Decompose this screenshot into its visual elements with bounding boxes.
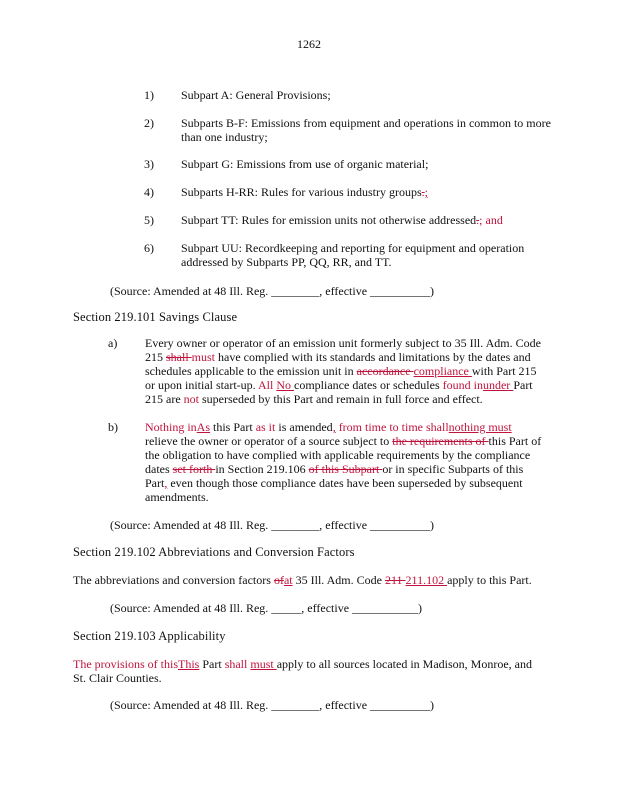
source-note: (Source: Amended at 48 Ill. Reg. _____, effective ___________): [110, 601, 423, 615]
paragraph-label: b): [108, 420, 118, 434]
list-item-number: 1): [144, 88, 154, 102]
section-heading: Section 219.101 Savings Clause: [73, 310, 238, 324]
list-item-number: 2): [144, 116, 154, 130]
paragraph-label: a): [108, 336, 118, 350]
list-item-text: Subparts H-RR: Rules for various industry groups.;: [181, 185, 428, 199]
list-item-text: Subpart UU: Recordkeeping and reporting for equipment and operation addressed by Subparts PP, QQ, RR, and TT.: [181, 241, 525, 269]
page-number: 1262: [297, 37, 321, 51]
section-103-text: The provisions of thisThis Part shall must apply to all sources located in Madison, Monroe, and St. Clair Counties.: [73, 657, 532, 685]
list-item-text: Subparts B-F: Emissions from equipment and operations in common to more than one industry;: [181, 116, 551, 144]
section-heading: Section 219.103 Applicability: [73, 629, 226, 643]
section-heading: Section 219.102 Abbreviations and Conversion Factors: [73, 545, 355, 559]
list-item-number: 5): [144, 213, 154, 227]
list-item-number: 6): [144, 241, 154, 255]
source-note: (Source: Amended at 48 Ill. Reg. ________, effective __________): [110, 284, 435, 298]
source-note: (Source: Amended at 48 Ill. Reg. ________, effective __________): [110, 518, 435, 532]
source-note: (Source: Amended at 48 Ill. Reg. ________, effective __________): [110, 698, 435, 712]
list-item-text: Subpart G: Emissions from use of organic material;: [181, 157, 429, 171]
paragraph-b-text: Nothing inAs this Part as it is amended, from time to time shallnothing must relieve the owner or operator of a source subject to the requirements of this Part of the obligation to have complied with applicable requirements by the compliance dates set forth in Section 219.106 of this Subpart or in specific Subparts of this Part, even though those compliance dates have been superseded by subsequent amendments.: [145, 420, 542, 504]
list-item-number: 4): [144, 185, 154, 199]
list-item-number: 3): [144, 157, 154, 171]
paragraph-a-text: Every owner or operator of an emission unit formerly subject to 35 Ill. Adm. Code 215 shall must have complied with its standards and limitations by the dates and schedules applicable to the emission unit in accordance compliance with Part 215 or upon initial start-up. All No compliance dates or schedules found inunder Part 215 are not superseded by this Part and remain in full force and effect.: [145, 336, 541, 406]
list-item-text: Subpart TT: Rules for emission units not otherwise addressed.; and: [181, 213, 503, 227]
list-item-text: Subpart A: General Provisions;: [181, 88, 331, 102]
section-102-text: The abbreviations and conversion factors ofat 35 Ill. Adm. Code 211 211.102 apply to this Part.: [73, 573, 532, 587]
